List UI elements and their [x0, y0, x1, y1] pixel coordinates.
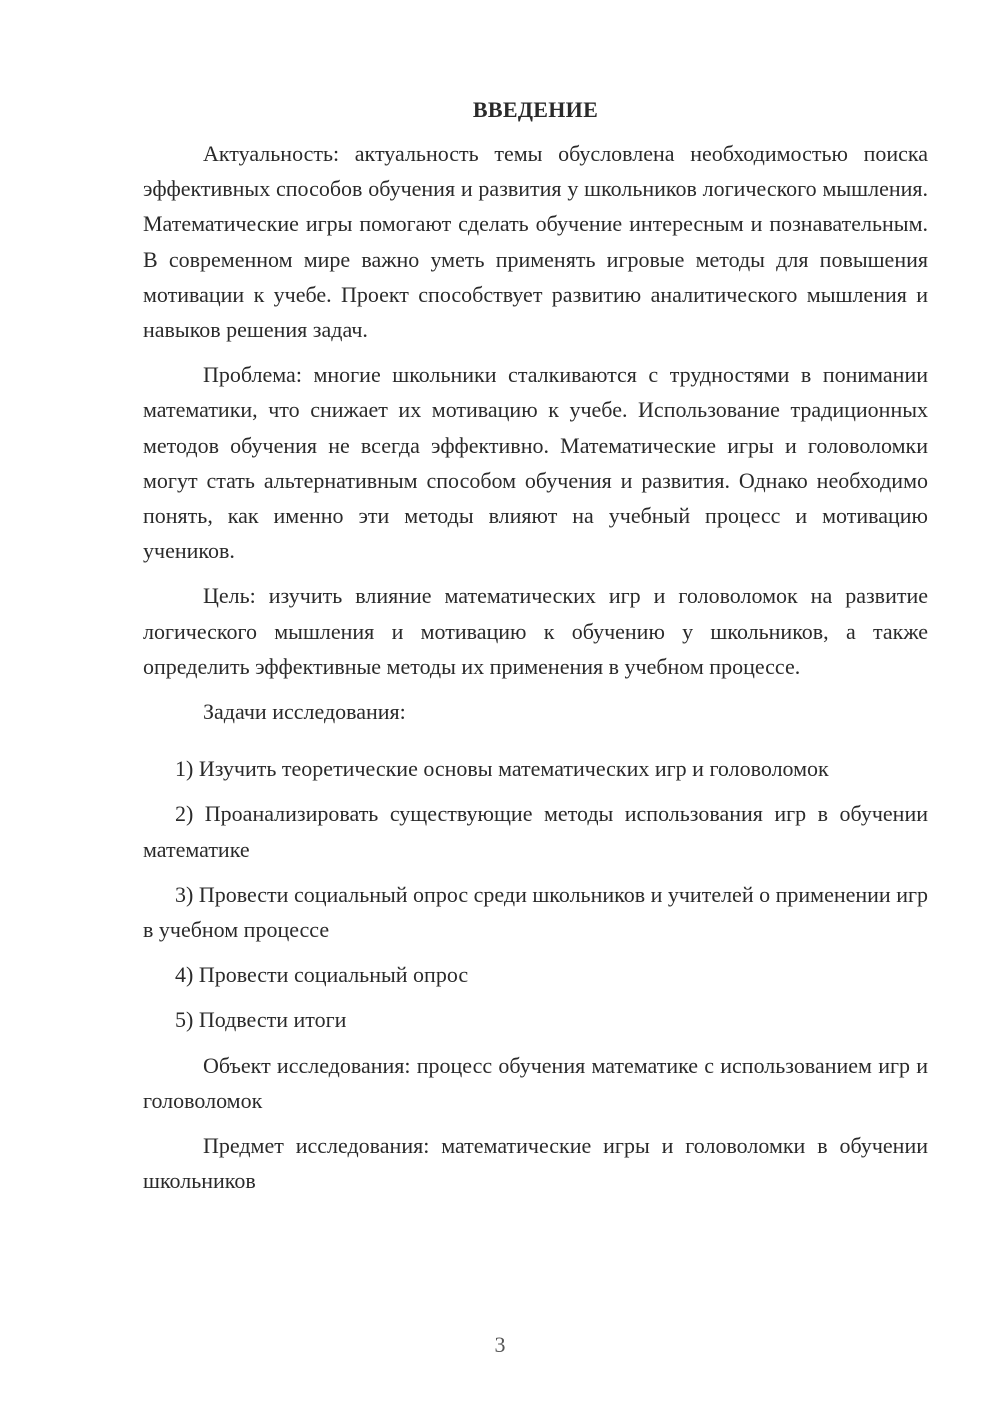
- task-item: 5) Подвести итоги: [175, 1007, 347, 1033]
- task-item: 4) Провести социальный опрос: [175, 962, 469, 988]
- task-list: [143, 751, 928, 1037]
- section-heading: ВВЕДЕНИЕ: [472, 97, 599, 122]
- paragraph-subject: Предмет исследования: математические игры и головоломки в обучении школьников: [143, 1133, 928, 1194]
- task-item: 3) Провести социальный опрос среди школьников и учителей о применении игр в учебном процессе: [143, 881, 928, 943]
- tasks-title: Задачи исследования:: [203, 699, 406, 725]
- page-content: [143, 94, 928, 1198]
- task-item: 1) Изучить теоретические основы математических игр и головоломок: [175, 756, 829, 782]
- paragraph-goal: Цель: изучить влияние математических игр и головоломок на развитие логического мышления и мотивацию к обучению у школьников, а также определить эффективные методы их применения в учебном процессе.: [143, 583, 928, 679]
- paragraph-object: Объект исследования: процесс обучения математике с использованием игр и головоломок: [143, 1052, 928, 1113]
- paragraph-problem: Проблема: многие школьники сталкиваются с трудностями в понимании математики, что снижает их мотивацию к учебе. Использование традиционных методов обучения не всегда эффективно. Математические игры и головоломки могут стать альтернативным способом обучения и развития. Однако необходимо понять, как именно эти методы влияют на учебный процесс и мотивацию учеников.: [143, 362, 928, 564]
- task-item: 2) Проанализировать существующие методы использования игр в обучении математике: [143, 801, 928, 862]
- paragraph-relevance: Актуальность: актуальность темы обусловлена необходимостью поиска эффективных способов обучения и развития у школьников логического мышления. Математические игры помогают сделать обучение интересным и познавательным. В современном мире важно уметь применять игровые методы для повышения мотивации к учебе. Проект способствует развитию аналитического мышления и навыков решения задач.: [143, 141, 928, 343]
- page-number: 3: [494, 1332, 506, 1357]
